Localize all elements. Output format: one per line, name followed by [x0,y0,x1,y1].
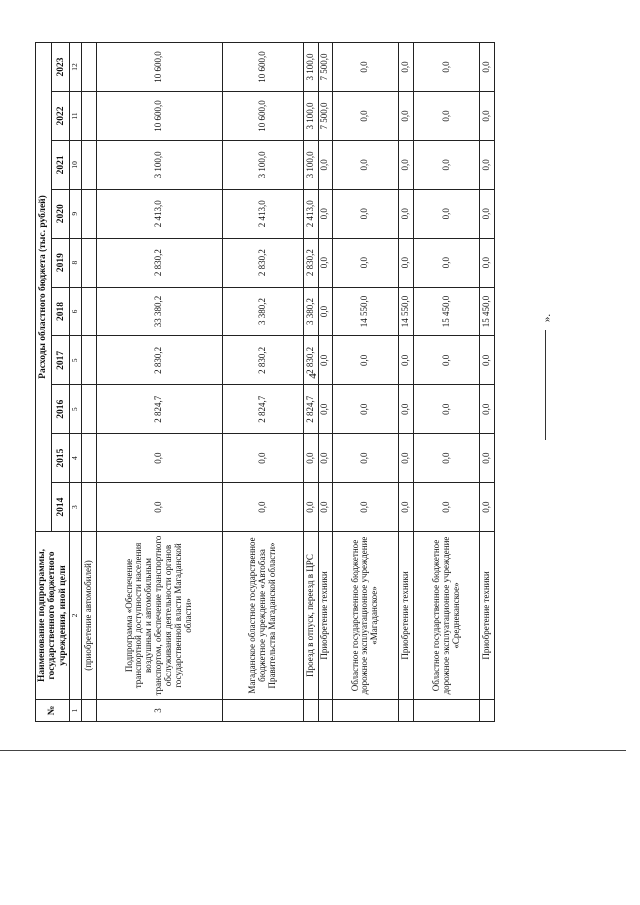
cell-value: 2 830,2 [96,336,222,385]
header-year: 2022 [52,91,70,140]
cell-value: 3 100,0 [303,140,318,189]
cell-value: 0,0 [303,483,318,532]
cell-value: 0,0 [480,385,495,434]
cell-value: 0,0 [318,287,332,336]
cell-value: 15 450,0 [480,287,495,336]
table-row [414,43,480,722]
cell-value: 0,0 [222,434,303,483]
header-year: 2020 [52,189,70,238]
cell-value: 0,0 [414,434,480,483]
header-year: 2015 [52,434,70,483]
header-year: 2014 [52,483,70,532]
cell-value: 0,0 [480,140,495,189]
cell-value: 0,0 [399,385,414,434]
cell-value: 0,0 [318,238,332,287]
header-name: Наименование подпрограммы, государственного бюджетного учреждения, иной цели [36,532,70,700]
table-row [222,43,303,722]
cell-value [81,483,96,532]
cell-value: 7 500,0 [318,43,332,92]
table-row [303,43,318,722]
row-number: 3 [96,700,222,722]
header-year: 2019 [52,238,70,287]
cell-value: 0,0 [332,434,398,483]
column-number: 2 [70,532,81,700]
table-row [81,43,96,722]
header-budget-group: Расходы областного бюджета (тыс. рублей) [36,43,52,532]
cell-value: 0,0 [399,336,414,385]
cell-value: 3 380,2 [222,287,303,336]
cell-value: 0,0 [414,385,480,434]
row-number [480,700,495,722]
cell-value: 0,0 [480,238,495,287]
row-name: Областное государственное бюджетное дорожное эксплуатационное учреждение «Среднеканское» [414,532,480,700]
signature-line [545,330,546,440]
table-row [318,43,332,722]
cell-value [81,336,96,385]
row-name: Приобретение техники [318,532,332,700]
cell-value [81,189,96,238]
column-number: 5 [70,336,81,385]
cell-value: 3 100,0 [303,43,318,92]
page-number: 4 [306,373,319,379]
cell-value: 2 824,7 [303,385,318,434]
cell-value: 2 830,2 [303,336,318,385]
cell-value: 3 100,0 [222,140,303,189]
cell-value: 2 824,7 [96,385,222,434]
cell-value: 0,0 [318,140,332,189]
cell-value: 3 100,0 [96,140,222,189]
cell-value: 2 830,2 [96,238,222,287]
cell-value [81,287,96,336]
column-number: 5 [70,385,81,434]
row-number [222,700,303,722]
column-number: 10 [70,140,81,189]
cell-value: 14 550,0 [332,287,398,336]
closing-mark: ». [541,313,554,323]
cell-value [81,238,96,287]
cell-value: 0,0 [480,336,495,385]
row-name: Проезд в отпуск, переезд в ЦРС [303,532,318,700]
cell-value: 14 550,0 [399,287,414,336]
cell-value: 2 824,7 [222,385,303,434]
cell-value: 0,0 [96,483,222,532]
cell-value: 0,0 [414,483,480,532]
cell-value: 0,0 [399,483,414,532]
cell-value: 0,0 [480,91,495,140]
cell-value: 10 600,0 [96,91,222,140]
row-name: Магаданское областное государственное бюджетное учреждение «Автобаза Правительства Магаданской области» [222,532,303,700]
column-number: 1 [70,700,81,722]
cell-value: 2 830,2 [303,238,318,287]
header-year: 2017 [52,336,70,385]
cell-value: 2 830,2 [222,238,303,287]
row-number [414,700,480,722]
cell-value: 0,0 [96,434,222,483]
cell-value: 0,0 [332,336,398,385]
cell-value: 0,0 [399,434,414,483]
cell-value: 0,0 [332,238,398,287]
cell-value: 10 600,0 [222,43,303,92]
row-name: Областное государственное бюджетное дорожное эксплуатационное учреждение «Магаданское» [332,532,398,700]
cell-value: 0,0 [318,434,332,483]
cell-value: 2 830,2 [222,336,303,385]
cell-value: 0,0 [414,238,480,287]
cell-value: 3 100,0 [303,91,318,140]
cell-value: 2 413,0 [222,189,303,238]
column-number: 11 [70,91,81,140]
cell-value: 0,0 [480,43,495,92]
cell-value: 33 380,2 [96,287,222,336]
cell-value: 0,0 [332,385,398,434]
column-number: 9 [70,189,81,238]
header-year: 2023 [52,43,70,92]
cell-value: 15 450,0 [414,287,480,336]
header-number: № [36,700,70,722]
cell-value: 0,0 [399,91,414,140]
row-number [332,700,398,722]
cell-value: 0,0 [480,483,495,532]
budget-table-rotated [35,42,495,722]
cell-value: 0,0 [414,91,480,140]
header-year: 2018 [52,287,70,336]
cell-value: 0,0 [332,43,398,92]
column-number: 3 [70,483,81,532]
cell-value: 0,0 [414,336,480,385]
cell-value: 0,0 [318,483,332,532]
cell-value: 0,0 [480,189,495,238]
cell-value: 0,0 [332,91,398,140]
cell-value: 10 600,0 [96,43,222,92]
table-row [332,43,398,722]
cell-value [81,140,96,189]
cell-value: 0,0 [414,140,480,189]
table-row [480,43,495,722]
row-name: Приобретение техники [480,532,495,700]
cell-value: 0,0 [332,483,398,532]
table-row [399,43,414,722]
cell-value: 0,0 [332,189,398,238]
row-name: (приобретение автомобилей) [81,532,96,700]
cell-value [81,385,96,434]
row-number [318,700,332,722]
cell-value: 0,0 [318,385,332,434]
cell-value: 0,0 [318,189,332,238]
cell-value: 3 380,2 [303,287,318,336]
table-row [96,43,222,722]
cell-value: 0,0 [318,336,332,385]
cell-value [81,43,96,92]
cell-value: 2 413,0 [96,189,222,238]
budget-table [35,42,495,722]
cell-value: 0,0 [399,140,414,189]
cell-value: 0,0 [222,483,303,532]
cell-value: 0,0 [332,140,398,189]
header-year: 2016 [52,385,70,434]
row-number [399,700,414,722]
cell-value: 0,0 [399,238,414,287]
cell-value: 10 600,0 [222,91,303,140]
cell-value: 0,0 [399,189,414,238]
row-name: Подпрограмма «Обеспечение транспортной доступности населения воздушным и автомобильным транспортом, обеспечение транспортного обслуживания деятельности органов государственной власти Магаданской области» [96,532,222,700]
cell-value: 7 500,0 [318,91,332,140]
column-number: 4 [70,434,81,483]
cell-value [81,91,96,140]
column-number: 6 [70,287,81,336]
cell-value: 2 413,0 [303,189,318,238]
row-number [81,700,96,722]
row-name: Приобретение техники [399,532,414,700]
column-number: 8 [70,238,81,287]
column-number: 12 [70,43,81,92]
cell-value: 0,0 [480,434,495,483]
cell-value: 0,0 [414,43,480,92]
cell-value: 0,0 [399,43,414,92]
scan-edge-line [0,750,626,751]
cell-value: 0,0 [303,434,318,483]
cell-value: 0,0 [414,189,480,238]
cell-value [81,434,96,483]
row-number [303,700,318,722]
header-year: 2021 [52,140,70,189]
